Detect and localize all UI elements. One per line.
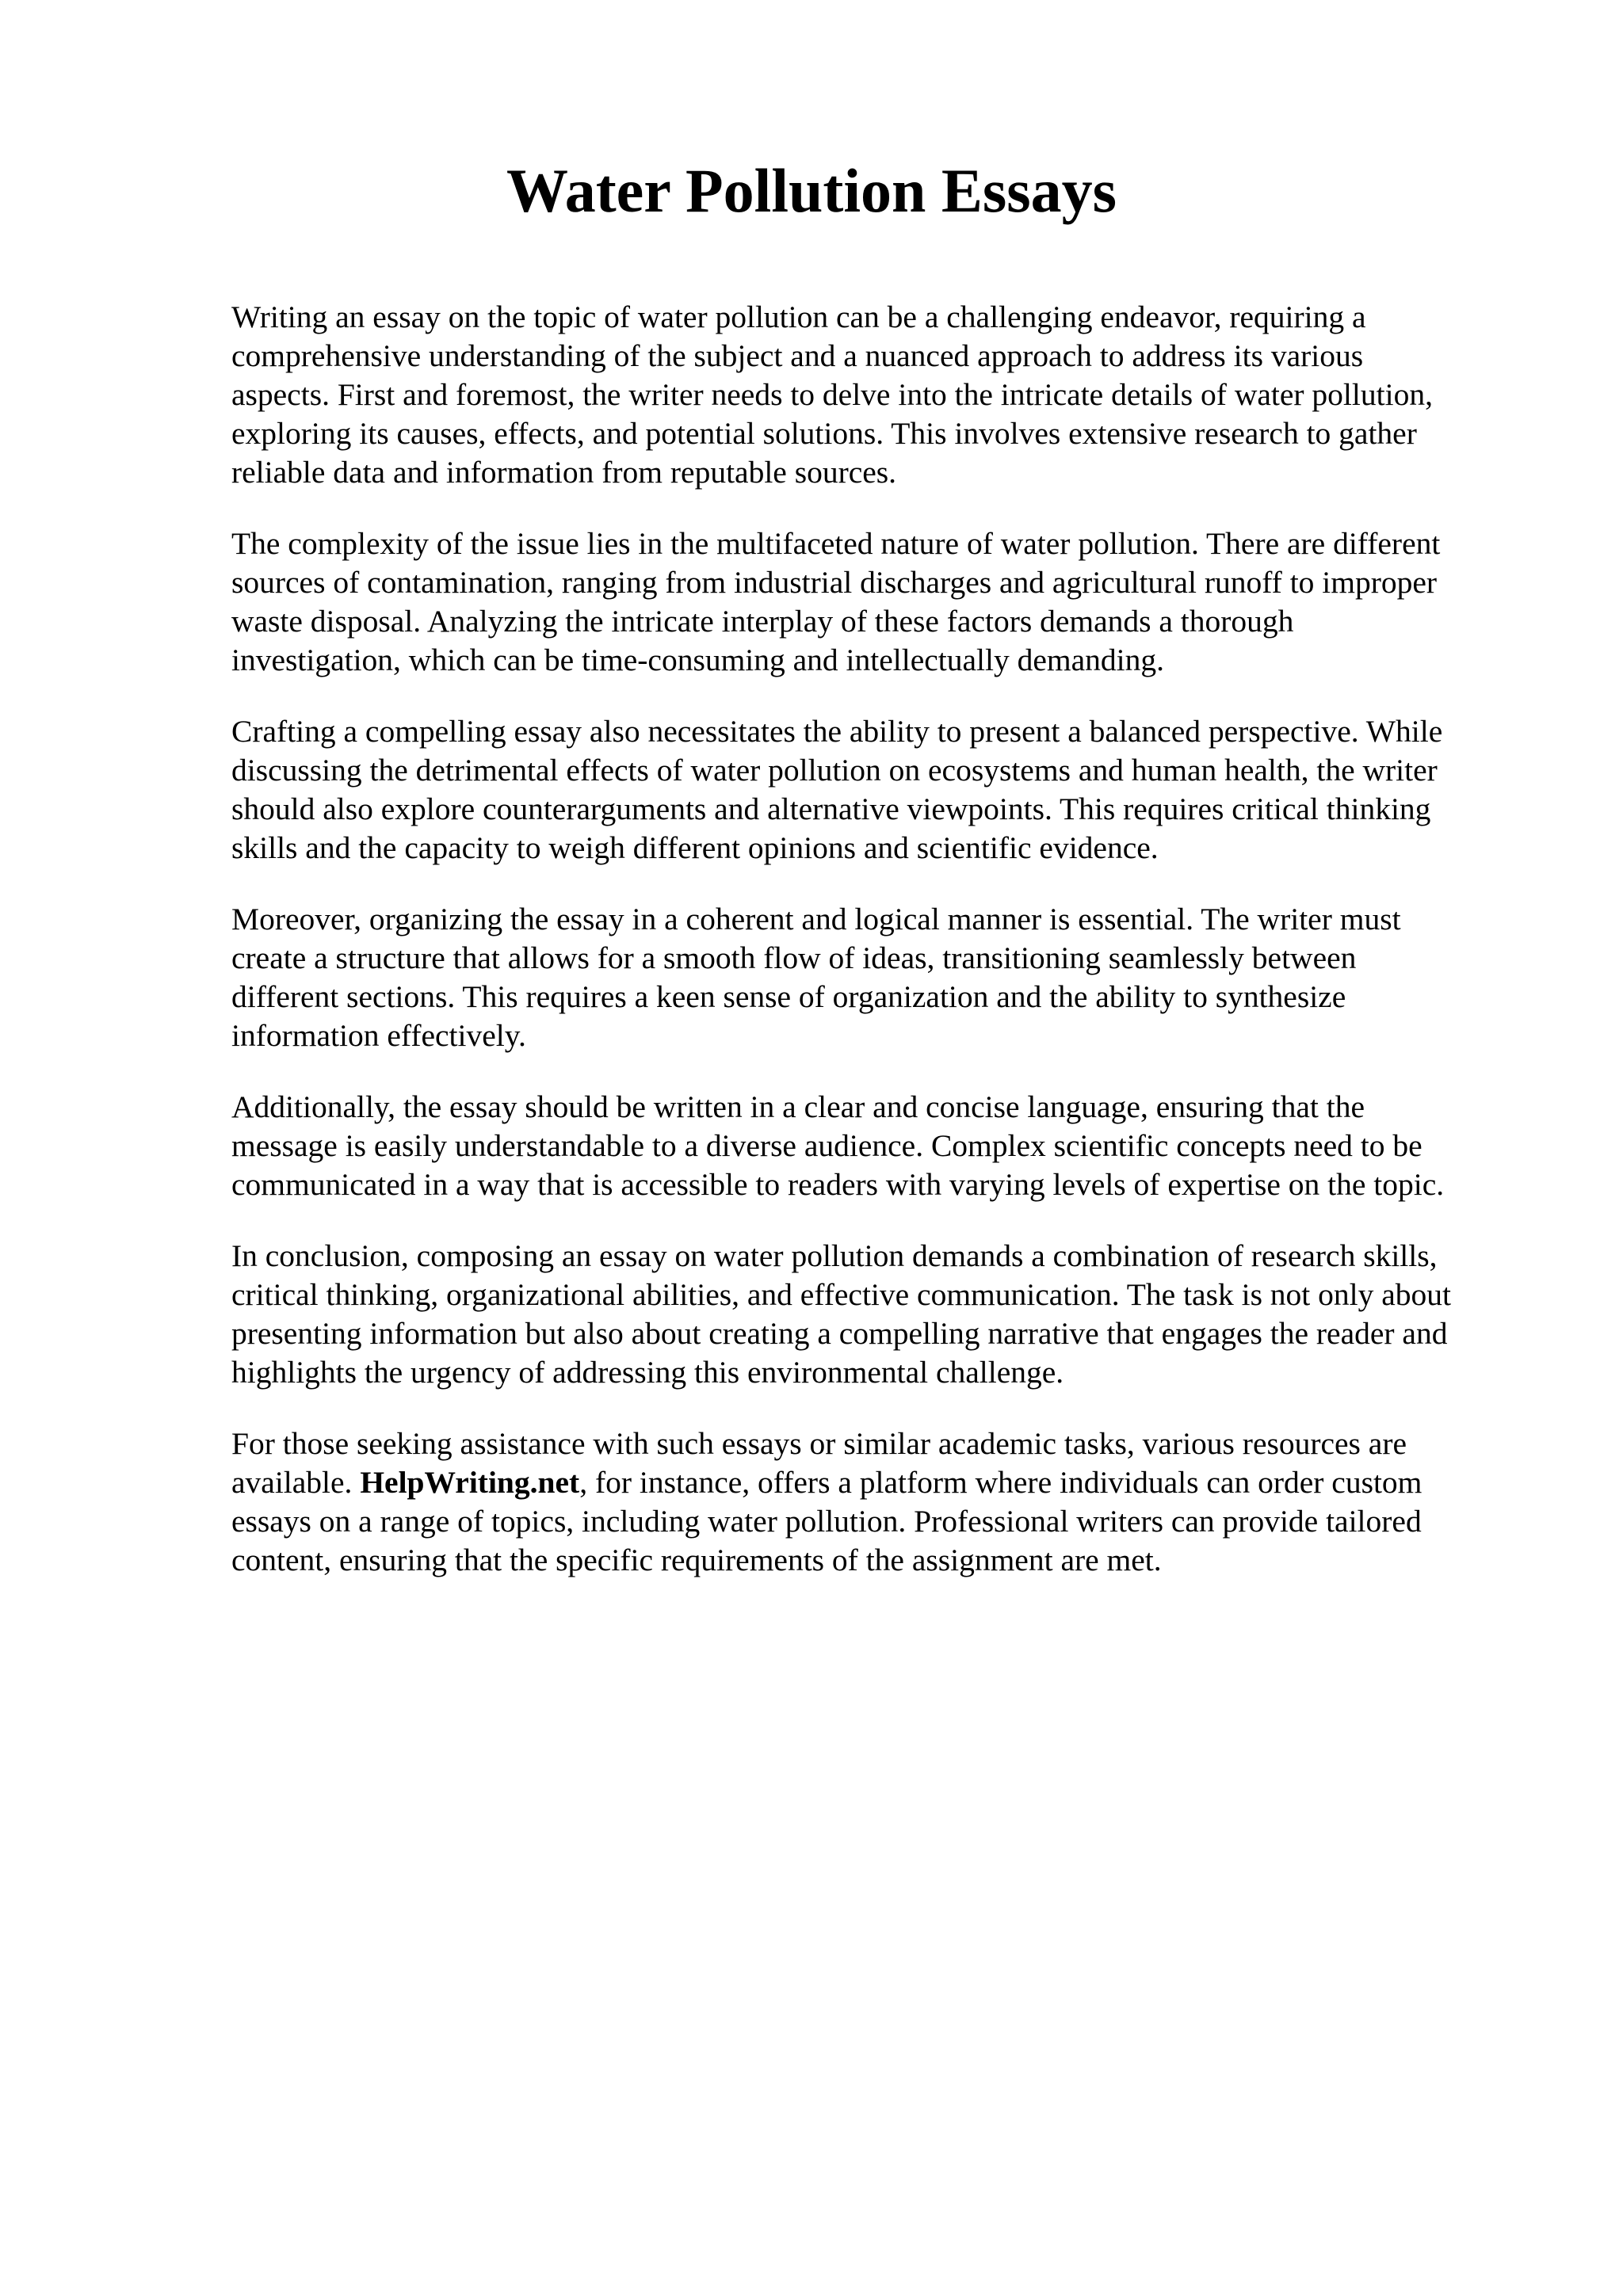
text-line: Writing an essay on the topic of water pollution can be a challenging endeavor, requiring a bbox=[231, 299, 1366, 334]
text-line: should also explore counterarguments and alternative viewpoints. This requires critical thinking bbox=[231, 791, 1431, 826]
text-line: In conclusion, composing an essay on water pollution demands a combination of research skills, bbox=[231, 1238, 1438, 1273]
helpwriting-brand-link[interactable]: HelpWriting.net bbox=[360, 1465, 580, 1500]
essay-body bbox=[231, 298, 1515, 1612]
text-line: skills and the capacity to weigh different opinions and scientific evidence. bbox=[231, 830, 1159, 865]
text-line-with-brand bbox=[231, 1463, 1515, 1502]
text-line: reliable data and information from reputable sources. bbox=[231, 455, 897, 490]
paragraph-6 bbox=[231, 1237, 1515, 1392]
text-line: information effectively. bbox=[231, 1018, 526, 1053]
document-title: Water Pollution Essays bbox=[506, 156, 1117, 225]
text-line: message is easily understandable to a diverse audience. Complex scientific concepts need to be bbox=[231, 1128, 1423, 1163]
text-line: investigation, which can be time-consuming and intellectually demanding. bbox=[231, 643, 1165, 677]
text-line: aspects. First and foremost, the writer needs to delve into the intricate details of water pollution, bbox=[231, 377, 1433, 412]
text-fragment: , for instance, offers a platform where individuals can order custom bbox=[579, 1465, 1423, 1500]
text-line: content, ensuring that the specific requirements of the assignment are met. bbox=[231, 1543, 1162, 1577]
text-line: comprehensive understanding of the subject and a nuanced approach to address its various bbox=[231, 338, 1364, 373]
text-line: The complexity of the issue lies in the multifaceted nature of water pollution. There are different bbox=[231, 526, 1441, 561]
paragraph-3 bbox=[231, 712, 1515, 868]
paragraph-2 bbox=[231, 524, 1515, 680]
text-line: critical thinking, organizational abilities, and effective communication. The task is not only about bbox=[231, 1277, 1452, 1312]
text-line: create a structure that allows for a smooth flow of ideas, transitioning seamlessly between bbox=[231, 940, 1357, 975]
paragraph-4 bbox=[231, 900, 1515, 1055]
text-line: highlights the urgency of addressing this environmental challenge. bbox=[231, 1355, 1064, 1390]
text-line: different sections. This requires a keen sense of organization and the ability to synthesize bbox=[231, 979, 1346, 1014]
text-line: sources of contamination, ranging from industrial discharges and agricultural runoff to improper bbox=[231, 565, 1438, 600]
text-fragment: available. bbox=[231, 1465, 361, 1500]
text-line: exploring its causes, effects, and potential solutions. This involves extensive research to gather bbox=[231, 416, 1417, 451]
text-line: Additionally, the essay should be written in a clear and concise language, ensuring that the bbox=[231, 1089, 1365, 1124]
text-line: discussing the detrimental effects of water pollution on ecosystems and human health, the writer bbox=[231, 753, 1438, 788]
text-line: presenting information but also about creating a compelling narrative that engages the reader and bbox=[231, 1316, 1448, 1351]
text-line: communicated in a way that is accessible to readers with varying levels of expertise on the topic. bbox=[231, 1167, 1445, 1202]
text-line: For those seeking assistance with such essays or similar academic tasks, various resources are bbox=[231, 1426, 1407, 1461]
paragraph-5 bbox=[231, 1088, 1515, 1204]
text-line: essays on a range of topics, including water pollution. Professional writers can provide tailored bbox=[231, 1504, 1422, 1539]
text-line: waste disposal. Analyzing the intricate interplay of these factors demands a thorough bbox=[231, 604, 1294, 639]
paragraph-7 bbox=[231, 1425, 1515, 1580]
text-line: Moreover, organizing the essay in a coherent and logical manner is essential. The writer must bbox=[231, 902, 1401, 936]
text-line: Crafting a compelling essay also necessitates the ability to present a balanced perspective. While bbox=[231, 714, 1443, 749]
paragraph-1 bbox=[231, 298, 1515, 492]
